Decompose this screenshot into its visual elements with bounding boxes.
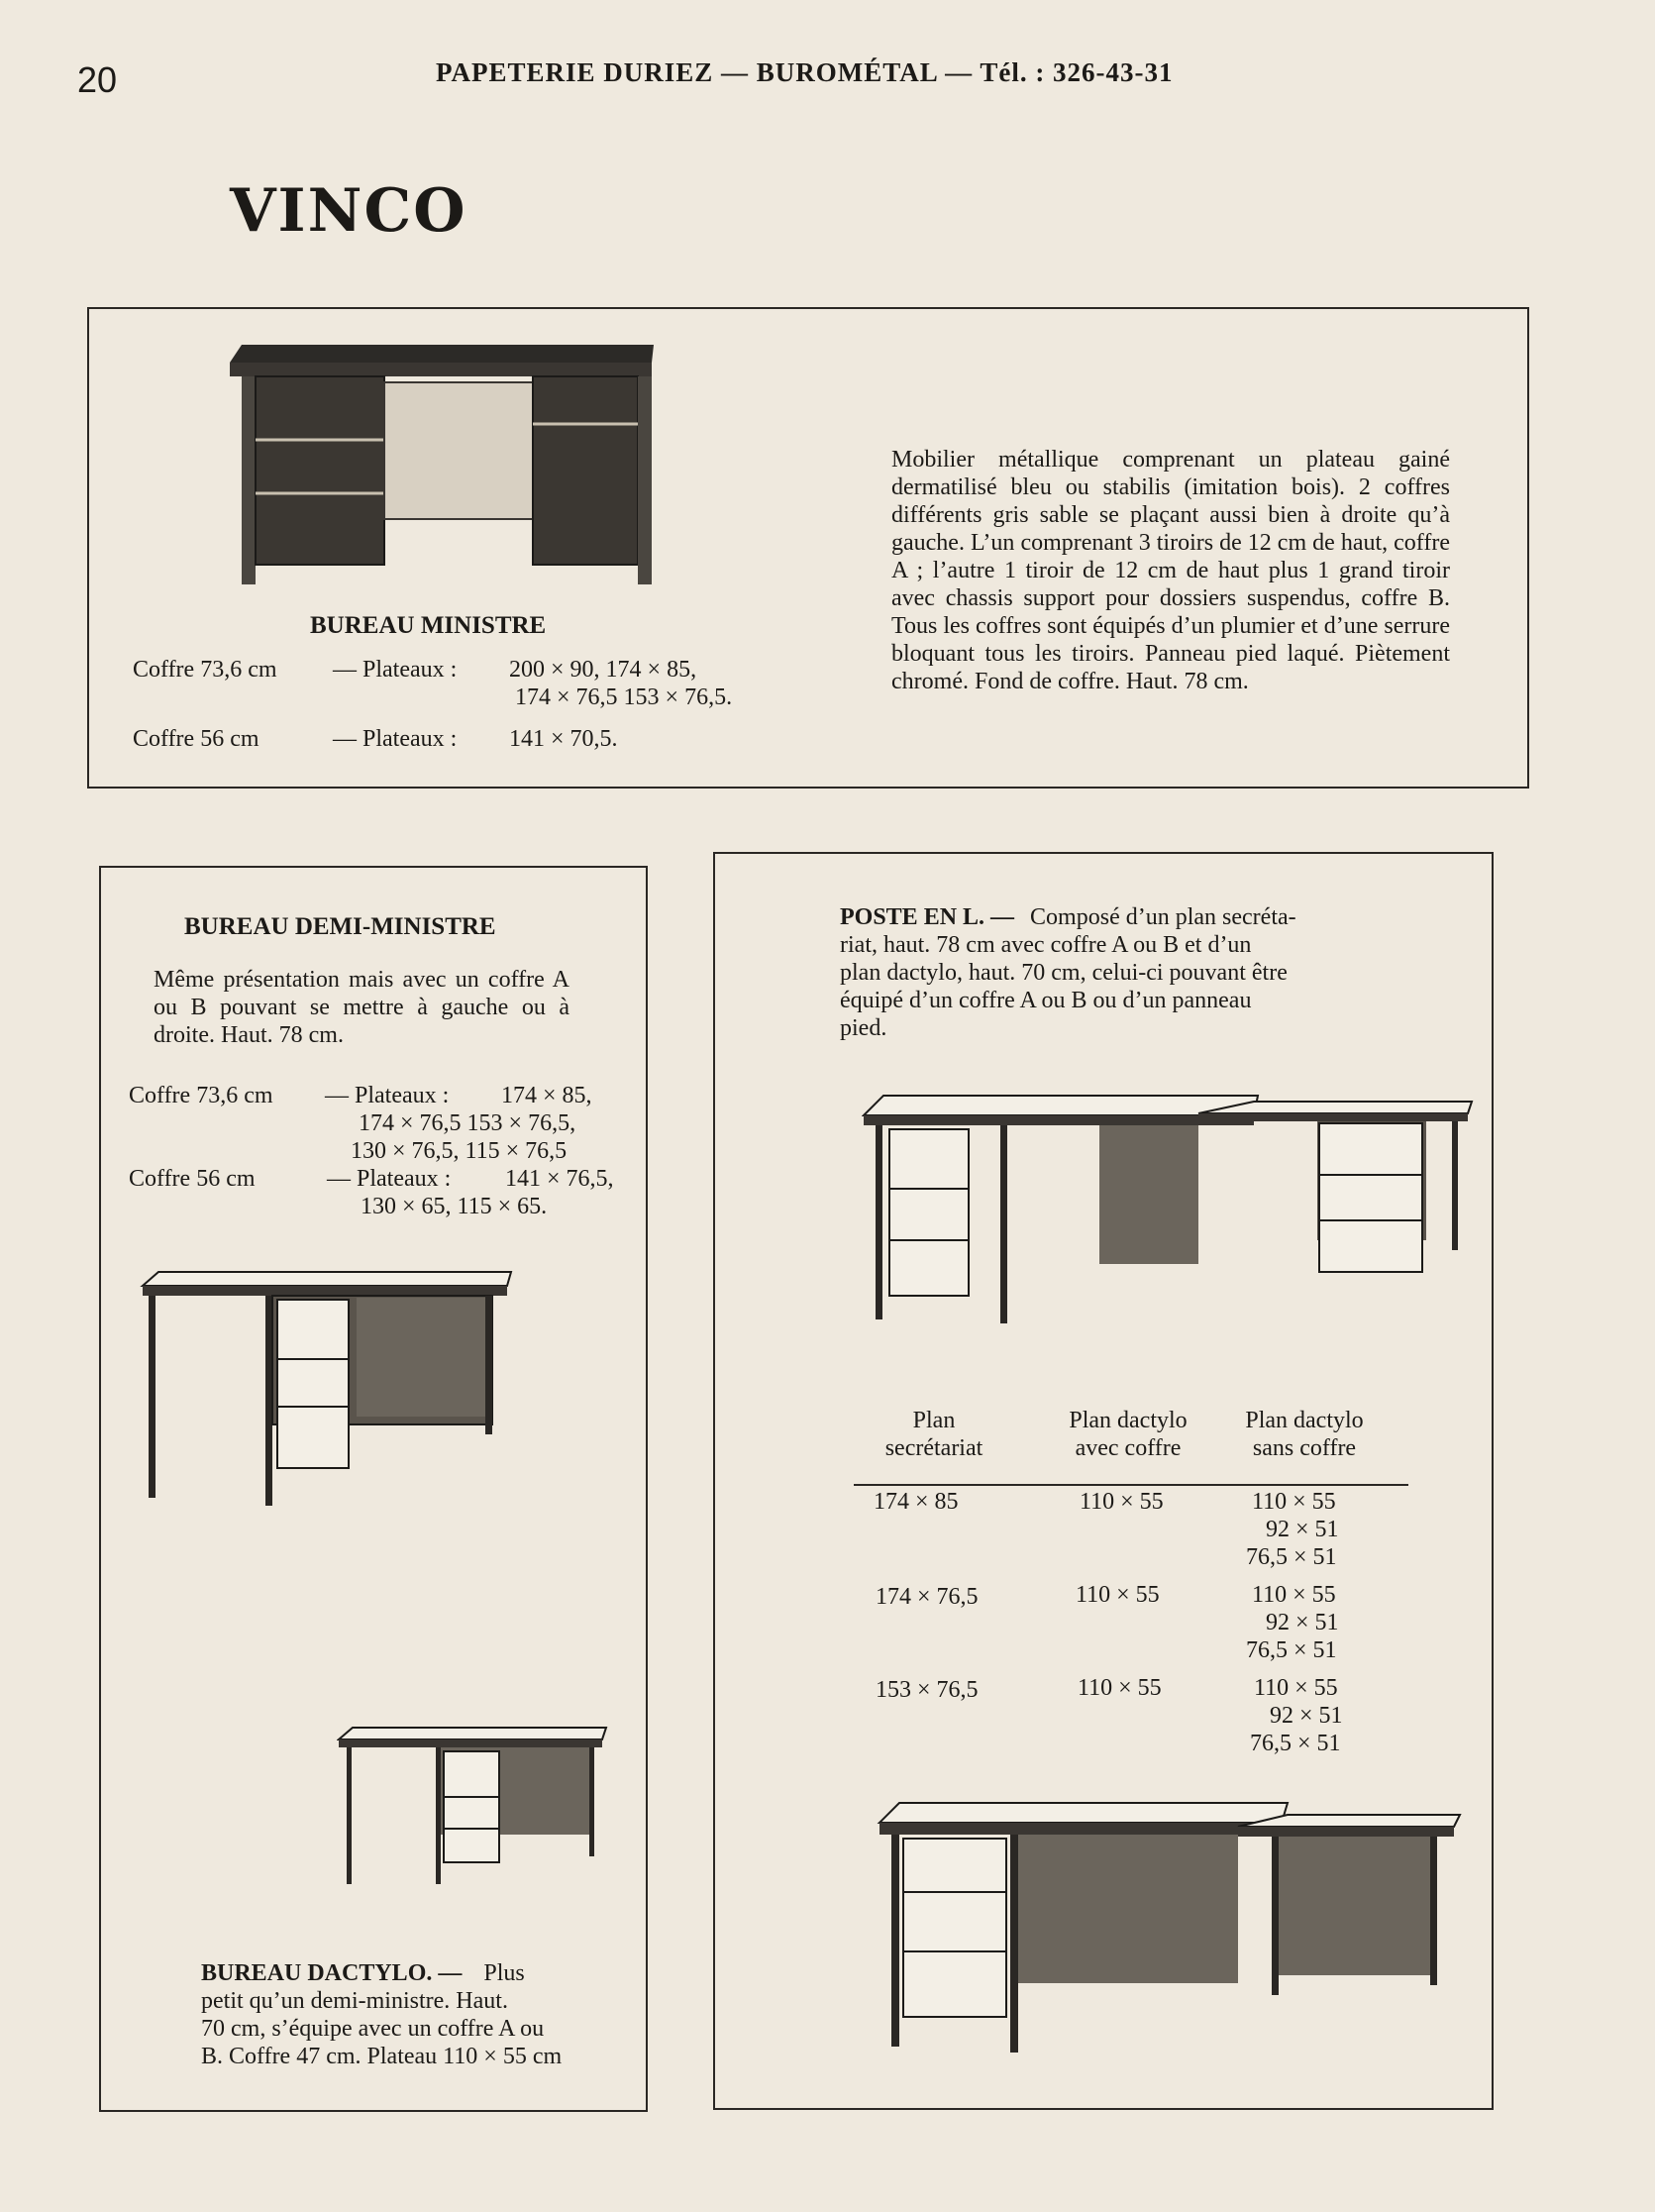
ministre-coffre-2: Coffre 56 cm xyxy=(133,726,259,752)
poste-line-1 xyxy=(840,903,1296,931)
dactylo-line-1 xyxy=(201,1959,525,1987)
header-secretariat-line-2: secrétariat xyxy=(884,1435,983,1461)
row-3-sans-coffre-3: 76,5 × 51 xyxy=(1250,1731,1341,1756)
row-1-avec-coffre: 110 × 55 xyxy=(1080,1489,1164,1515)
demi-ministre-title: BUREAU DEMI-MINISTRE xyxy=(184,913,496,940)
header-sans-coffre-line-2: sans coffre xyxy=(1252,1435,1357,1461)
poste-line-3: plan dactylo, haut. 70 cm, celui-ci pouvant être xyxy=(840,960,1288,986)
table-header-avec-coffre xyxy=(1044,1407,1212,1462)
ministre-coffre-1: Coffre 73,6 cm xyxy=(133,657,277,683)
ministre-plateaux-values-1a: 200 × 90, 174 × 85, xyxy=(509,657,697,683)
row-2-avec-coffre: 110 × 55 xyxy=(1076,1582,1160,1608)
poste-title: POSTE EN L. — xyxy=(840,904,1015,930)
demi-plateaux-label-1: — Plateaux : xyxy=(325,1083,450,1108)
demi-plateaux-label-2: — Plateaux : xyxy=(327,1166,452,1192)
bureau-dactylo-illustration xyxy=(337,1726,608,1894)
page-number: 20 xyxy=(77,59,118,100)
header-sans-coffre-line-1: Plan dactylo xyxy=(1245,1408,1364,1433)
poste-line-2: riat, haut. 78 cm avec coffre A ou B et d’un xyxy=(840,932,1252,958)
dactylo-line-2: petit qu’un demi-ministre. Haut. xyxy=(201,1988,508,2014)
ministre-title: BUREAU MINISTRE xyxy=(310,612,547,639)
row-3-sans-coffre-1: 110 × 55 xyxy=(1254,1675,1338,1701)
ministre-plateaux-label-2: — Plateaux : xyxy=(333,726,458,752)
table-header-secretariat xyxy=(860,1407,1008,1462)
ministre-plateaux-label-1: — Plateaux : xyxy=(333,657,458,683)
demi-plateaux-line-3: 130 × 76,5, 115 × 76,5 xyxy=(351,1138,568,1164)
ministre-description: Mobilier métallique comprenant un plateau gainé dermatilisé bleu ou stabilis (imitation bois). 2 coffres différents gris sable se plaçant aussi bien à droite qu’à gauche. L’un comprenant 3 tiroirs de 12 cm de haut, coffre A ; l’autre 1 tiroir de 12 cm de haut plus 1 grand tiroir avec chassis support pour dossiers suspendus, coffre B. Tous les coffres sont équipés d’un plumier et d’une serrure bloquant tous les tiroirs. Panneau pied laqué. Piètement chromé. Fond de coffre. Haut. 78 cm. xyxy=(891,447,1450,694)
dactylo-line-3: 70 cm, s’équipe avec un coffre A ou xyxy=(201,2016,545,2042)
header-avec-coffre-line-1: Plan dactylo xyxy=(1069,1408,1188,1433)
row-1-sans-coffre-2: 92 × 51 xyxy=(1266,1517,1339,1542)
row-3-avec-coffre: 110 × 55 xyxy=(1078,1675,1162,1701)
row-2-secretariat: 174 × 76,5 xyxy=(876,1584,979,1610)
dactylo-line-1-rest: Plus xyxy=(483,1960,525,1986)
poste-line-4: équipé d’un coffre A ou B ou d’un panneau xyxy=(840,988,1252,1013)
page-header: PAPETERIE DURIEZ — BUROMÉTAL — Tél. : 326-43-31 xyxy=(436,57,1174,87)
bureau-demi-ministre-illustration xyxy=(139,1268,515,1516)
poste-en-l-illustration-1 xyxy=(862,1076,1476,1333)
row-1-sans-coffre-3: 76,5 × 51 xyxy=(1246,1544,1337,1570)
poste-line-1-rest: Composé d’un plan secréta- xyxy=(1030,904,1296,930)
table-header-rule xyxy=(854,1484,1408,1486)
header-secretariat-line-1: Plan xyxy=(912,1408,956,1433)
poste-line-5: pied. xyxy=(840,1015,887,1041)
ministre-plateaux-values-2: 141 × 70,5. xyxy=(509,726,618,752)
demi-plateaux-line-4: 141 × 76,5, xyxy=(505,1166,614,1192)
demi-plateaux-line-1: 174 × 85, xyxy=(501,1083,592,1108)
bureau-ministre-illustration xyxy=(226,343,658,590)
table-header-sans-coffre xyxy=(1220,1407,1389,1462)
row-2-sans-coffre-1: 110 × 55 xyxy=(1252,1582,1336,1608)
row-2-sans-coffre-3: 76,5 × 51 xyxy=(1246,1637,1337,1663)
poste-en-l-illustration-2 xyxy=(876,1789,1466,2058)
demi-coffre-2: Coffre 56 cm xyxy=(129,1166,256,1192)
demi-plateaux-line-2: 174 × 76,5 153 × 76,5, xyxy=(359,1110,576,1136)
row-3-sans-coffre-2: 92 × 51 xyxy=(1270,1703,1343,1729)
dactylo-line-4: B. Coffre 47 cm. Plateau 110 × 55 cm xyxy=(201,2044,563,2069)
row-1-sans-coffre-1: 110 × 55 xyxy=(1252,1489,1336,1515)
demi-plateaux-line-5: 130 × 65, 115 × 65. xyxy=(361,1194,548,1219)
dactylo-title: BUREAU DACTYLO. — xyxy=(201,1960,463,1986)
demi-coffre-1: Coffre 73,6 cm xyxy=(129,1083,273,1108)
demi-ministre-description: Même présentation mais avec un coffre A ou B pouvant se mettre à gauche ou à droite. Haut. 78 cm. xyxy=(154,967,569,1048)
row-2-sans-coffre-2: 92 × 51 xyxy=(1266,1610,1339,1635)
row-3-secretariat: 153 × 76,5 xyxy=(876,1677,979,1703)
brand-title: VINCO xyxy=(230,176,467,246)
row-1-secretariat: 174 × 85 xyxy=(874,1489,959,1515)
header-avec-coffre-line-2: avec coffre xyxy=(1075,1435,1182,1461)
ministre-plateaux-values-1b: 174 × 76,5 153 × 76,5. xyxy=(515,685,733,710)
